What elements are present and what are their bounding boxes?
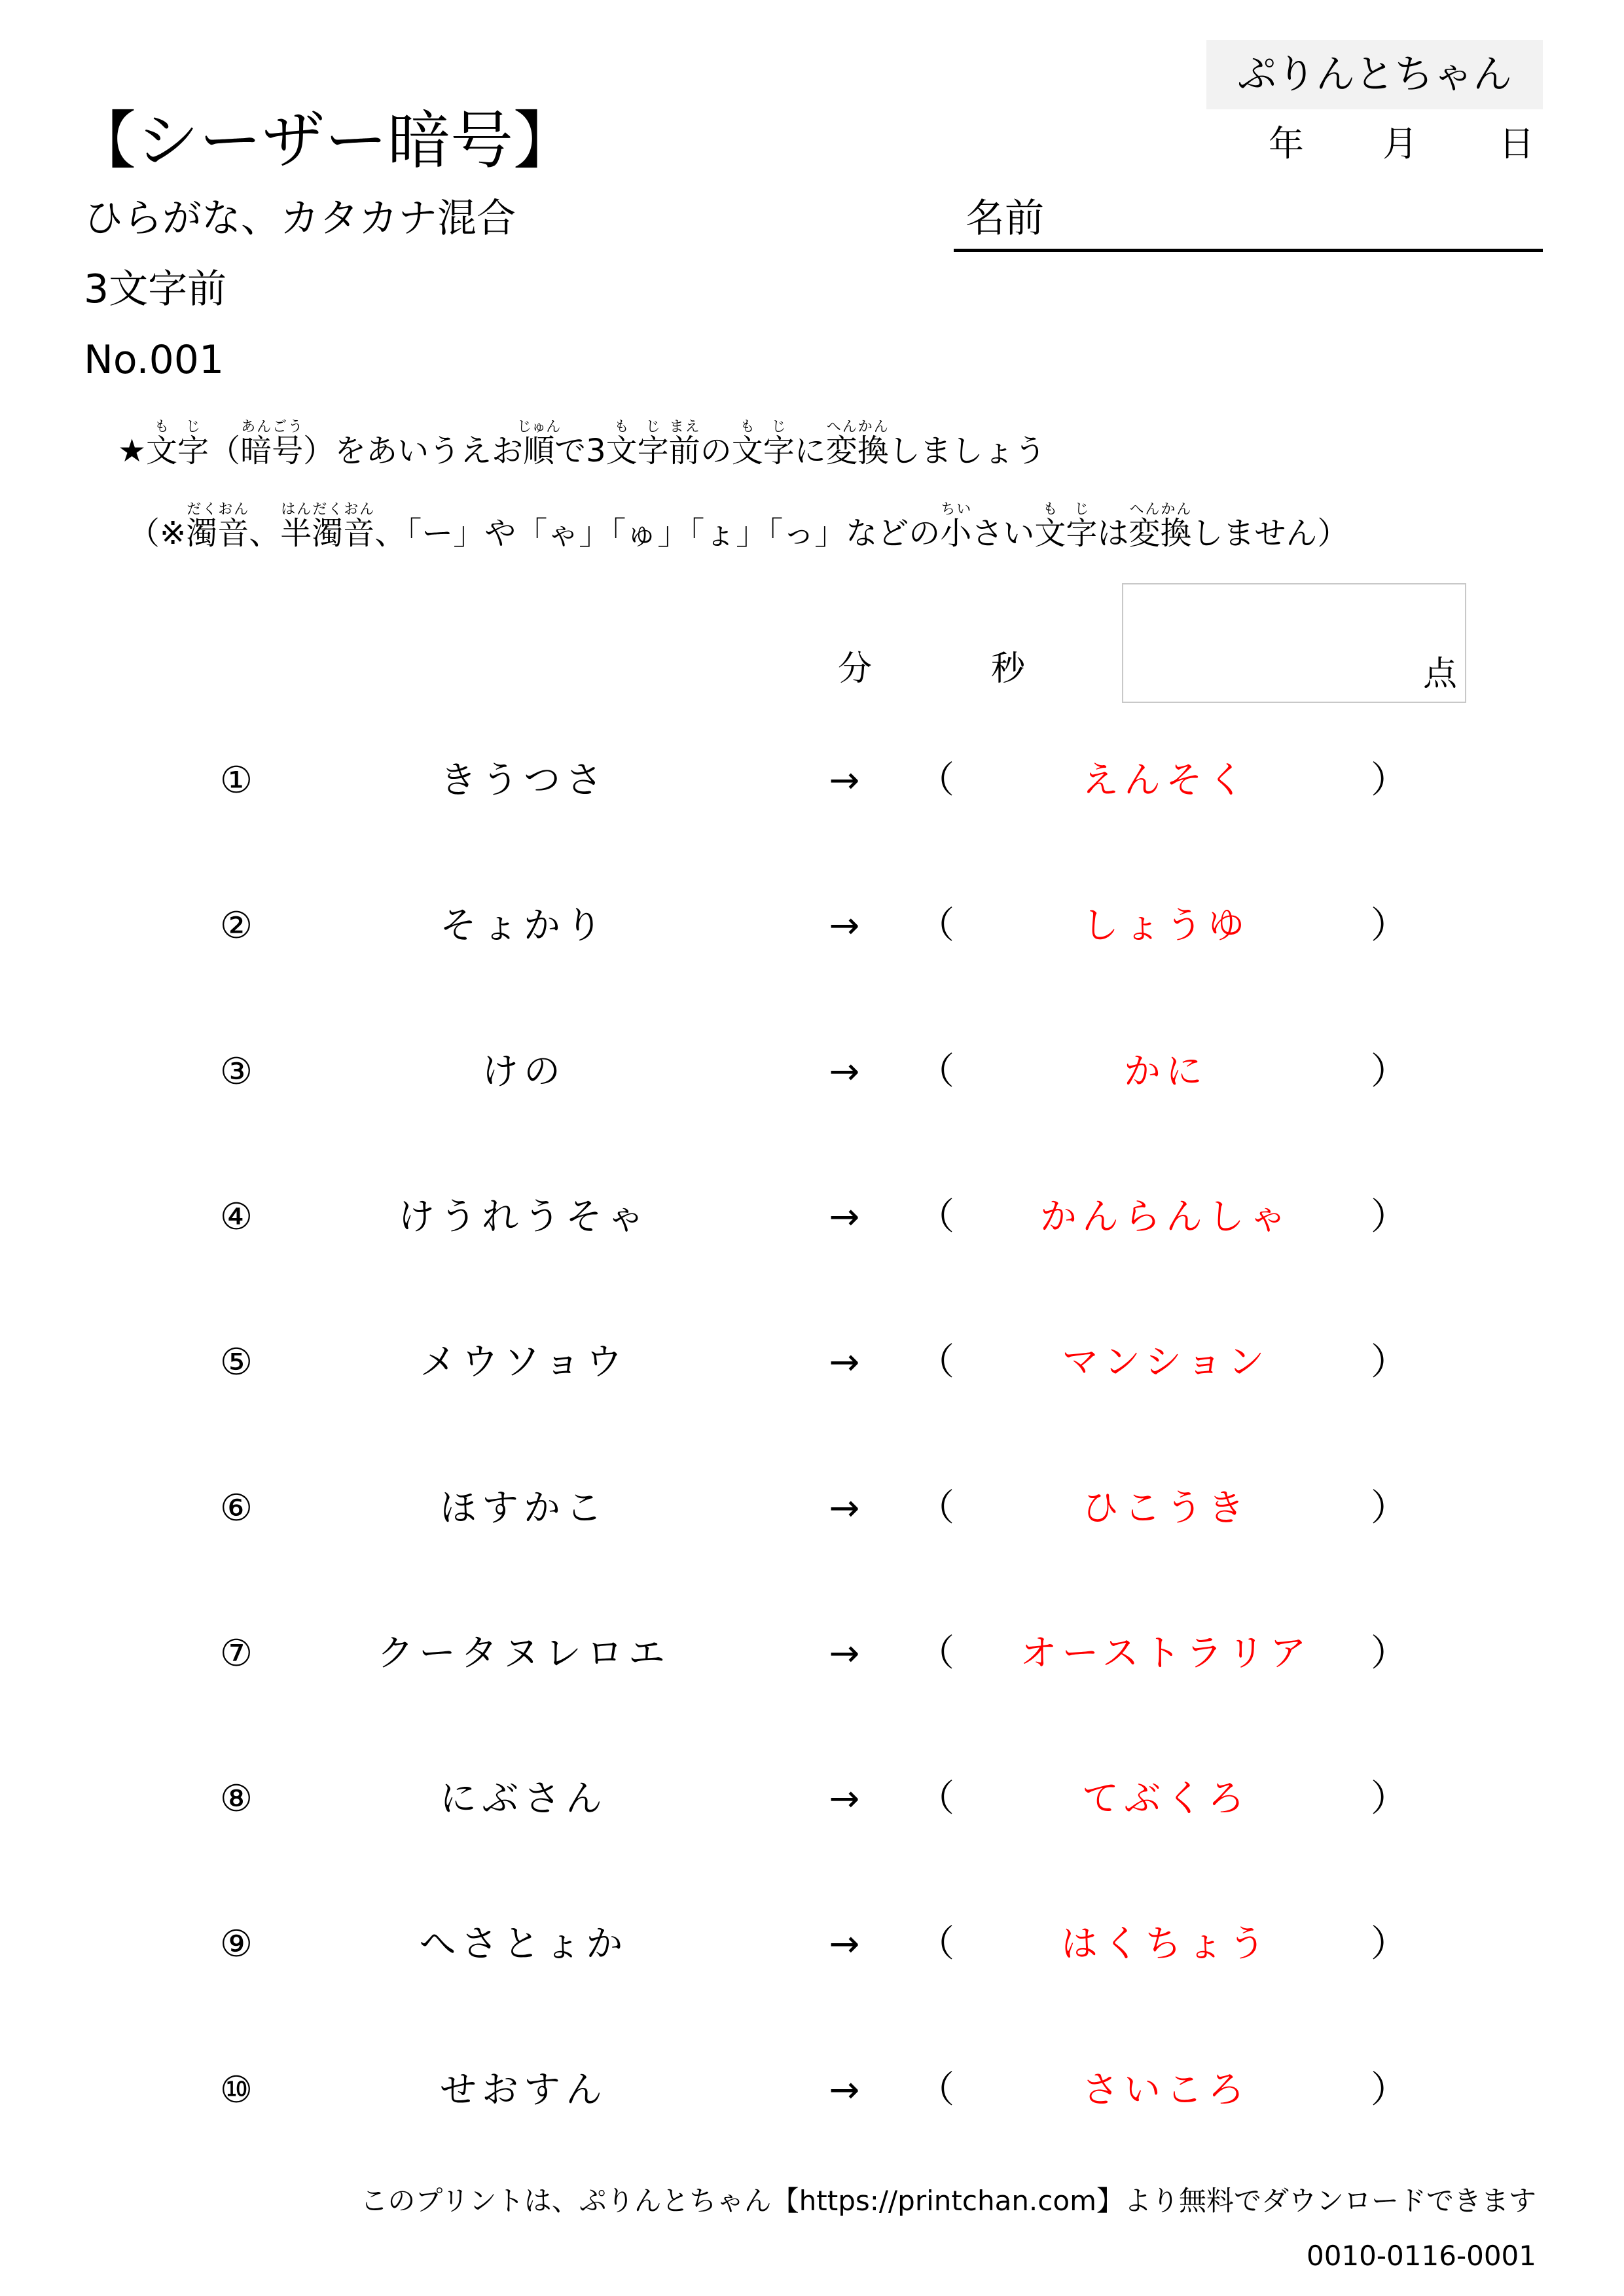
- minutes-label: 分: [838, 649, 873, 689]
- arrow-icon: →: [829, 1050, 860, 1093]
- date-month-label: 月: [1382, 123, 1418, 164]
- instruction-text: は: [1097, 515, 1129, 552]
- arrow-icon: →: [829, 2068, 860, 2111]
- answer-field[interactable]: オーストラリア: [1020, 1632, 1312, 1675]
- score-unit-label: 点: [1422, 655, 1457, 694]
- ruby-word: [240, 419, 304, 469]
- cipher-text: せおすん: [440, 2068, 607, 2111]
- date-year-label: 年: [1269, 123, 1304, 164]
- instruction-line-2: [128, 501, 1348, 553]
- instruction-text: さい: [971, 515, 1035, 552]
- score-box[interactable]: [1122, 583, 1466, 703]
- answer-field[interactable]: はくちょう: [1061, 1923, 1271, 1966]
- question-row: [0, 1773, 1624, 1825]
- arrow-icon: →: [829, 1195, 860, 1238]
- arrow-icon: →: [829, 1778, 860, 1821]
- open-paren: （: [918, 1341, 954, 1384]
- open-paren: （: [918, 905, 954, 948]
- question-number: ①: [219, 759, 253, 802]
- open-paren: （: [918, 1923, 954, 1966]
- subtitle: ひらがな、カタカナ混合: [84, 196, 516, 242]
- footer-notice: このプリントは、ぷりんとちゃん【https://printchan.com】より無料でダウンロードできます: [360, 2185, 1536, 2217]
- ruby-word: [825, 419, 889, 469]
- cipher-text: へさとょか: [419, 1923, 628, 1966]
- close-paren: ）: [1371, 1486, 1407, 1530]
- instruction-text: しましょう: [888, 433, 1046, 469]
- arrow-icon: →: [829, 1632, 860, 1675]
- ruby-base: 変換: [825, 433, 889, 469]
- question-row: [0, 1918, 1624, 1971]
- answer-field[interactable]: えんそく: [1082, 759, 1250, 802]
- ruby-base: 濁音: [186, 515, 249, 552]
- close-paren: ）: [1371, 905, 1407, 948]
- ruby-base: 文字: [731, 433, 795, 469]
- close-paren: ）: [1371, 1195, 1407, 1238]
- cipher-text: ほすかこ: [440, 1486, 607, 1530]
- question-row: [0, 755, 1624, 807]
- open-paren: （: [918, 759, 954, 802]
- question-number: ⑥: [219, 1486, 253, 1530]
- close-paren: ）: [1371, 759, 1407, 802]
- question-row: [0, 1046, 1624, 1098]
- ruby-base: 半濁音: [280, 515, 375, 552]
- ruby-reading: もじ: [731, 419, 795, 435]
- question-row: [0, 1336, 1624, 1389]
- ruby-word: [186, 501, 249, 552]
- open-paren: （: [918, 2068, 954, 2111]
- instruction-text: に: [794, 433, 826, 469]
- question-row: [0, 1191, 1624, 1244]
- question-row: [0, 1482, 1624, 1535]
- question-number: ④: [219, 1195, 253, 1238]
- question-row: [0, 900, 1624, 952]
- ruby-word: [668, 419, 700, 469]
- question-row: [0, 1628, 1624, 1680]
- question-row: [0, 2064, 1624, 2117]
- page-title: 【シーザー暗号】: [73, 104, 576, 177]
- answer-field[interactable]: かに: [1124, 1050, 1208, 1093]
- seconds-label: 秒: [991, 649, 1026, 689]
- ruby-word: [605, 419, 669, 469]
- cipher-text: にぶさん: [440, 1778, 607, 1821]
- ruby-word: [517, 419, 561, 469]
- close-paren: ）: [1371, 2068, 1407, 2111]
- cipher-text: けうれうそゃ: [398, 1195, 649, 1238]
- answer-field[interactable]: さいころ: [1082, 2068, 1250, 2111]
- instruction-line-1: [118, 419, 1046, 471]
- instruction-text: 、「ー」や「ゃ」「ゅ」「ょ」「っ」などの: [374, 515, 941, 552]
- ruby-reading: もじ: [1034, 501, 1098, 518]
- cipher-text: きうつさ: [440, 759, 607, 802]
- open-paren: （: [918, 1050, 954, 1093]
- ruby-reading: だくおん: [186, 501, 249, 518]
- ruby-reading: もじ: [605, 419, 669, 435]
- question-number: ⑩: [219, 2068, 253, 2111]
- ruby-reading: はんだくおん: [280, 501, 375, 518]
- ruby-base: 小: [940, 515, 972, 552]
- ruby-reading: へんかん: [1128, 501, 1192, 518]
- worksheet-number: No.001: [84, 337, 225, 383]
- close-paren: ）: [1371, 1341, 1407, 1384]
- open-paren: （: [918, 1778, 954, 1821]
- answer-field[interactable]: かんらんしゃ: [1040, 1195, 1291, 1238]
- cipher-text: メウソョウ: [420, 1341, 628, 1384]
- close-paren: ）: [1371, 1923, 1407, 1966]
- ruby-reading: じゅん: [517, 419, 561, 435]
- worksheet-code: 0010-0116-0001: [1307, 2240, 1536, 2272]
- ruby-reading: ちい: [940, 501, 972, 518]
- ruby-word: [146, 419, 209, 469]
- answer-field[interactable]: てぶくろ: [1082, 1778, 1250, 1821]
- cipher-text: そょかり: [440, 905, 607, 948]
- arrow-icon: →: [829, 1486, 860, 1530]
- cipher-text: クータヌレロエ: [377, 1632, 670, 1675]
- ruby-reading: まえ: [668, 419, 700, 435]
- ruby-word: [1034, 501, 1098, 552]
- shift-label: 3文字前: [84, 266, 227, 312]
- question-number: ②: [219, 905, 253, 948]
- instruction-text: （: [209, 433, 241, 469]
- ruby-reading: もじ: [146, 419, 209, 435]
- close-paren: ）: [1371, 1778, 1407, 1821]
- arrow-icon: →: [829, 1341, 860, 1384]
- ruby-base: 前: [668, 433, 700, 469]
- instruction-text: 、: [249, 515, 281, 552]
- question-number: ⑦: [219, 1632, 253, 1675]
- instruction-text: （※: [128, 515, 187, 552]
- instruction-text: ）をあいうえお: [303, 433, 524, 469]
- date-day-label: 日: [1499, 123, 1534, 164]
- ruby-base: 文字: [605, 433, 669, 469]
- question-number: ③: [219, 1050, 253, 1093]
- ruby-base: 順: [517, 433, 561, 469]
- answer-field[interactable]: ひこうき: [1082, 1486, 1250, 1530]
- ruby-word: [280, 501, 375, 552]
- ruby-base: 変換: [1128, 515, 1192, 552]
- ruby-base: 暗号: [240, 433, 304, 469]
- name-label: 名前: [965, 196, 1044, 242]
- instruction-text: ★: [118, 433, 147, 469]
- ruby-reading: あんごう: [240, 419, 304, 435]
- instruction-text: しません）: [1191, 515, 1349, 552]
- ruby-word: [1128, 501, 1192, 552]
- instruction-text: で3: [554, 433, 606, 469]
- name-field-line[interactable]: [954, 249, 1543, 252]
- site-logo: ぷりんとちゃん: [1206, 40, 1543, 109]
- answer-field[interactable]: しょうゆ: [1082, 905, 1250, 948]
- close-paren: ）: [1371, 1632, 1407, 1675]
- cipher-text: けの: [482, 1050, 566, 1093]
- arrow-icon: →: [829, 759, 860, 802]
- question-number: ⑧: [219, 1778, 253, 1821]
- answer-field[interactable]: マンション: [1062, 1341, 1270, 1384]
- close-paren: ）: [1371, 1050, 1407, 1093]
- arrow-icon: →: [829, 905, 860, 948]
- ruby-reading: へんかん: [825, 419, 889, 435]
- ruby-base: 文字: [1034, 515, 1098, 552]
- ruby-word: [731, 419, 795, 469]
- ruby-word: [940, 501, 972, 552]
- question-number: ⑨: [219, 1923, 253, 1966]
- open-paren: （: [918, 1632, 954, 1675]
- instruction-text: の: [700, 433, 732, 469]
- open-paren: （: [918, 1486, 954, 1530]
- ruby-base: 文字: [146, 433, 209, 469]
- question-number: ⑤: [219, 1341, 253, 1384]
- open-paren: （: [918, 1195, 954, 1238]
- arrow-icon: →: [829, 1923, 860, 1966]
